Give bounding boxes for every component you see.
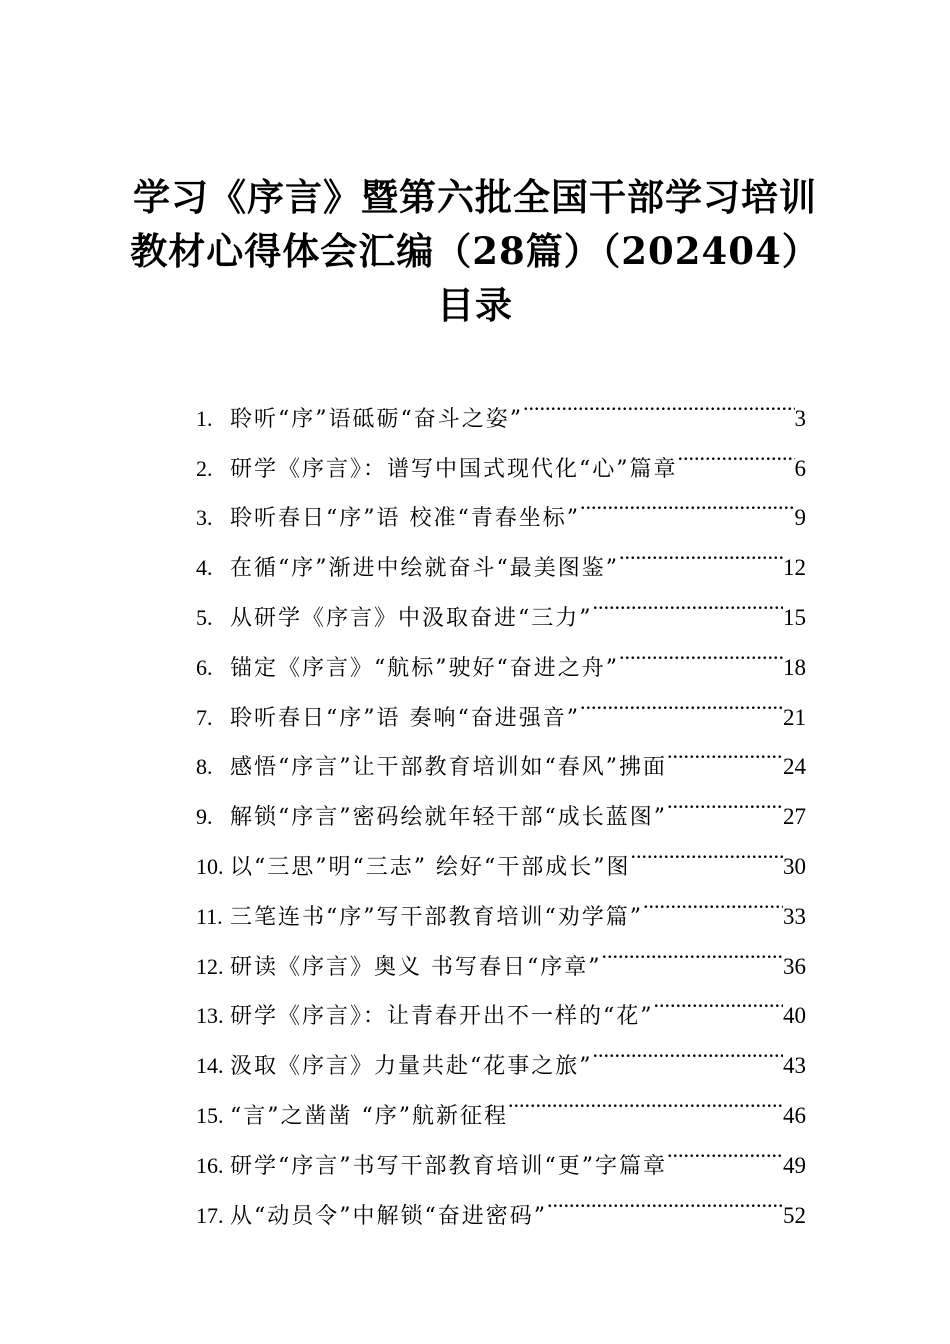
toc-entry-page: 24 — [783, 754, 806, 780]
toc-entry-title: 聆听春日“序”语 奏响“奋进强音” — [230, 705, 580, 731]
toc-entry-page: 15 — [783, 604, 806, 630]
toc-dot-leader — [547, 1173, 783, 1223]
toc-entry-page: 36 — [783, 953, 806, 979]
toc-dot-leader — [619, 525, 783, 575]
toc-dot-leader — [580, 476, 795, 526]
toc-entry-title: 从研学《序言》中汲取奋进“三力” — [230, 605, 593, 631]
toc-entry-title: 以“三思”明“三志” 绘好“干部成长”图 — [230, 854, 631, 880]
toc-dot-leader — [619, 625, 783, 675]
toc-entry-number: 5. — [196, 604, 213, 630]
toc-entry-title: 聆听“序”语砥砺“奋斗之姿” — [230, 406, 523, 432]
toc-entry-title: 锚定《序言》“航标”驶好“奋进之舟” — [230, 655, 619, 681]
toc-entry-number: 13. — [196, 1003, 224, 1029]
toc-entry-number: 9. — [196, 804, 213, 830]
toc-entry-page: 9 — [794, 505, 806, 531]
toc-dot-leader — [508, 1073, 783, 1123]
toc-entry-number: 11. — [196, 903, 223, 929]
toc-entry-page: 6 — [794, 455, 806, 481]
toc-entry-title: 汲取《序言》力量共赴“花事之旅” — [230, 1054, 593, 1080]
toc-entry-page: 49 — [783, 1152, 806, 1178]
toc-dot-leader — [667, 725, 783, 775]
toc-entry-title: 从“动员令”中解锁“奋进密码” — [230, 1203, 547, 1229]
toc-entry-page: 43 — [783, 1053, 806, 1079]
toc-entry-page: 18 — [783, 654, 806, 680]
toc-entry-number: 17. — [196, 1202, 224, 1228]
toc-entry-number: 6. — [196, 654, 213, 680]
toc-entry-title: 聆听春日“序”语 校准“青春坐标” — [230, 506, 580, 532]
toc-entry-number: 1. — [196, 405, 213, 431]
toc-entry-page: 40 — [783, 1003, 806, 1029]
toc-entry-number: 14. — [196, 1053, 224, 1079]
toc-dot-leader — [593, 575, 784, 625]
toc-entry-number: 2. — [196, 455, 213, 481]
toc-entry-page: 27 — [783, 804, 806, 830]
toc-entry-number: 16. — [196, 1152, 224, 1178]
title-line-2: 教材心得体会汇编（28篇）（202404） — [130, 229, 820, 273]
table-of-contents — [196, 376, 806, 1229]
toc-entry-title: 感悟“序言”让干部教育培训如“春风”拂面 — [230, 755, 667, 781]
toc-entry-number: 15. — [196, 1102, 224, 1128]
toc-entry[interactable] — [196, 376, 806, 432]
toc-dot-leader — [643, 874, 783, 924]
title-line-1: 学习《序言》暨第六批全国干部学习培训 — [133, 175, 817, 219]
toc-entry-number: 4. — [196, 555, 213, 581]
toc-entry-page: 30 — [783, 853, 806, 879]
toc-dot-leader — [602, 924, 784, 974]
toc-entry-page: 33 — [783, 903, 806, 929]
toc-entry-title: 研学《序言》：让青春开出不一样的“花” — [230, 1004, 654, 1030]
toc-entry-page: 12 — [783, 555, 806, 581]
toc-entry-page: 52 — [783, 1202, 806, 1228]
toc-entry-number: 7. — [196, 704, 213, 730]
toc-entry-number: 10. — [196, 853, 224, 879]
toc-entry-title: 在循“序”渐进中绘就奋斗“最美图鉴” — [230, 556, 619, 582]
toc-entry-number: 3. — [196, 505, 213, 531]
toc-dot-leader — [667, 774, 783, 824]
toc-entry-page: 3 — [794, 405, 806, 431]
toc-entry-number: 8. — [196, 754, 213, 780]
toc-dot-leader — [654, 974, 784, 1024]
toc-heading: 目录 — [437, 283, 513, 327]
toc-entry-page: 46 — [783, 1102, 806, 1128]
toc-entry-title: 研读《序言》奥义 书写春日“序章” — [230, 954, 602, 980]
toc-entry-title: 解锁“序言”密码绘就年轻干部“成长蓝图” — [230, 805, 667, 831]
toc-dot-leader — [523, 376, 795, 426]
toc-dot-leader — [678, 426, 795, 476]
toc-entry-title: 三笔连书“序”写干部教育培训“劝学篇” — [230, 904, 643, 930]
document-title — [0, 170, 950, 332]
toc-entry-number: 12. — [196, 953, 224, 979]
toc-entry-title: “言”之凿凿 “序”航新征程 — [230, 1103, 508, 1129]
toc-entry-page: 21 — [783, 704, 806, 730]
toc-entry-title: 研学“序言”书写干部教育培训“更”字篇章 — [230, 1153, 667, 1179]
toc-dot-leader — [667, 1123, 783, 1173]
toc-entry-title: 研学《序言》：谱写中国式现代化“心”篇章 — [230, 456, 678, 482]
toc-dot-leader — [593, 1023, 784, 1073]
toc-dot-leader — [630, 824, 783, 874]
toc-dot-leader — [580, 675, 783, 725]
